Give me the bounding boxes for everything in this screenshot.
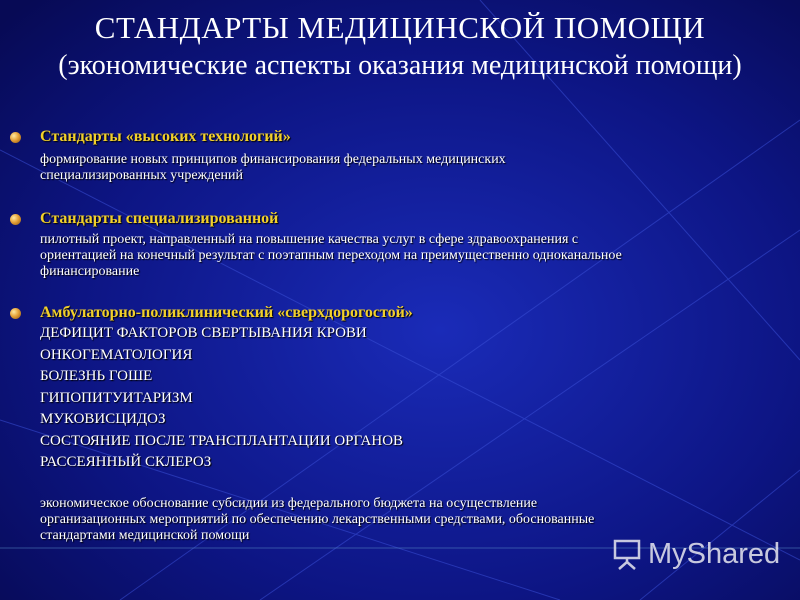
list-item: БОЛЕЗНЬ ГОШЕ (40, 368, 153, 384)
description-line: пилотный проект, направленный на повышение качества услуг в сфере здравоохранения с (40, 232, 579, 247)
bullet-icon (10, 308, 21, 319)
description-line: формирование новых принципов финансирования федеральных медицинских (40, 152, 506, 167)
slide-title: СТАНДАРТЫ МЕДИЦИНСКОЙ ПОМОЩИ (94, 10, 706, 45)
disease-list (40, 323, 790, 474)
footer-line: организационных мероприятий по обеспечению лекарственными средствами, обоснованные (40, 511, 595, 527)
description-line: специализированных учреждений (40, 168, 244, 183)
section-description (40, 152, 790, 184)
section-high-tech (10, 128, 790, 184)
list-item: ГИПОПИТУИТАРИЗМ (40, 389, 193, 406)
description-line: финансирование (40, 264, 140, 279)
presentation-board-icon (612, 538, 642, 570)
description-line: ориентацией на конечный результат с поэтапным переходом на преимущественно одноканальное (40, 248, 622, 263)
watermark (612, 537, 780, 571)
watermark-text: MyShared (648, 537, 781, 570)
list-item: СОСТОЯНИЕ ПОСЛЕ ТРАНСПЛАНТАЦИИ ОРГАНОВ (40, 432, 404, 449)
list-item: ОНКОГЕМАТОЛОГИЯ (40, 346, 193, 363)
section-description (40, 232, 790, 280)
slide-subtitle: (экономические аспекты оказания медицинской помощи) (58, 50, 742, 81)
section-heading: Амбулаторно-поликлинический «сверхдорогостой» (40, 304, 413, 321)
list-item: МУКОВИСЦИДОЗ (40, 411, 166, 427)
list-item: ДЕФИЦИТ ФАКТОРОВ СВЕРТЫВАНИЯ КРОВИ (40, 325, 367, 341)
section-specialized (10, 210, 790, 280)
section-heading: Стандарты «высоких технологий» (40, 128, 291, 145)
footer-line: стандартами медицинской помощи (40, 527, 250, 543)
slide-content (10, 128, 790, 544)
section-heading: Стандарты специализированной (40, 210, 279, 227)
footer-line: экономическое обоснование субсидии из федерального бюджета на осуществление (40, 495, 538, 511)
bullet-icon (10, 132, 21, 143)
list-item: РАССЕЯННЫЙ СКЛЕРОЗ (40, 454, 212, 470)
bullet-icon (10, 214, 21, 225)
section-outpatient (10, 304, 790, 544)
